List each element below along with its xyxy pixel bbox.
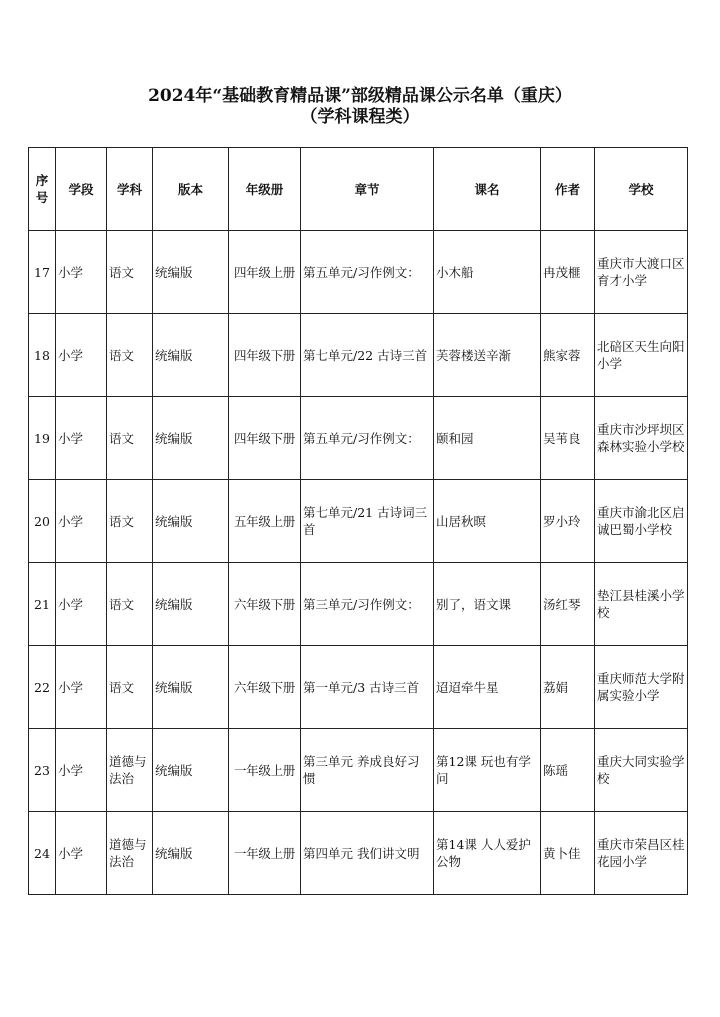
cell-grade: 六年级下册 xyxy=(229,563,301,646)
cell-author: 熊家蓉 xyxy=(541,314,595,397)
cell-author: 冉茂榧 xyxy=(541,231,595,314)
header-chapter: 章节 xyxy=(301,148,434,231)
cell-index: 22 xyxy=(29,646,56,729)
header-school: 学校 xyxy=(595,148,688,231)
cell-school: 重庆师范大学附属实验小学 xyxy=(595,646,688,729)
cell-index: 18 xyxy=(29,314,56,397)
course-table xyxy=(28,147,688,895)
cell-school: 重庆大同实验学校 xyxy=(595,729,688,812)
cell-course: 别了，语文课 xyxy=(434,563,541,646)
table-row xyxy=(29,812,688,895)
cell-chapter: 第七单元/22 古诗三首 xyxy=(301,314,434,397)
cell-course: 第14课 人人爱护公物 xyxy=(434,812,541,895)
cell-grade: 一年级上册 xyxy=(229,729,301,812)
cell-school: 北碚区天生向阳小学 xyxy=(595,314,688,397)
cell-author: 黄卜佳 xyxy=(541,812,595,895)
cell-subject: 语文 xyxy=(107,480,153,563)
cell-edition: 统编版 xyxy=(153,314,229,397)
header-stage: 学段 xyxy=(56,148,107,231)
header-grade: 年级册 xyxy=(229,148,301,231)
title-line-1: 2024年“基础教育精品课”部级精品课公示名单（重庆） xyxy=(148,86,572,106)
cell-author: 罗小玲 xyxy=(541,480,595,563)
cell-edition: 统编版 xyxy=(153,480,229,563)
cell-subject: 语文 xyxy=(107,314,153,397)
cell-course: 第12课 玩也有学问 xyxy=(434,729,541,812)
cell-index: 20 xyxy=(29,480,56,563)
cell-stage: 小学 xyxy=(56,231,107,314)
table-header-row xyxy=(29,148,688,231)
cell-stage: 小学 xyxy=(56,314,107,397)
header-edition: 版本 xyxy=(153,148,229,231)
table-row xyxy=(29,563,688,646)
cell-grade: 四年级下册 xyxy=(229,397,301,480)
cell-chapter: 第三单元 养成良好习惯 xyxy=(301,729,434,812)
cell-chapter: 第四单元 我们讲文明 xyxy=(301,812,434,895)
cell-index: 17 xyxy=(29,231,56,314)
cell-school: 重庆市大渡口区育才小学 xyxy=(595,231,688,314)
table-row xyxy=(29,397,688,480)
document-title xyxy=(0,86,720,128)
cell-index: 19 xyxy=(29,397,56,480)
title-line-2: （学科课程类） xyxy=(300,107,420,127)
cell-grade: 六年级下册 xyxy=(229,646,301,729)
header-index: 序号 xyxy=(29,148,56,231)
cell-stage: 小学 xyxy=(56,646,107,729)
cell-edition: 统编版 xyxy=(153,646,229,729)
cell-author: 吴苇良 xyxy=(541,397,595,480)
cell-edition: 统编版 xyxy=(153,812,229,895)
cell-course: 山居秋暝 xyxy=(434,480,541,563)
cell-subject: 语文 xyxy=(107,646,153,729)
table-row xyxy=(29,480,688,563)
cell-school: 重庆市渝北区启诚巴蜀小学校 xyxy=(595,480,688,563)
cell-school: 重庆市荣昌区桂花园小学 xyxy=(595,812,688,895)
cell-course: 颐和园 xyxy=(434,397,541,480)
cell-chapter: 第三单元/习作例文： xyxy=(301,563,434,646)
cell-grade: 四年级下册 xyxy=(229,314,301,397)
cell-chapter: 第一单元/3 古诗三首 xyxy=(301,646,434,729)
cell-index: 21 xyxy=(29,563,56,646)
cell-author: 汤红琴 xyxy=(541,563,595,646)
cell-stage: 小学 xyxy=(56,812,107,895)
table-row xyxy=(29,231,688,314)
cell-course: 迢迢牵牛星 xyxy=(434,646,541,729)
table-row xyxy=(29,646,688,729)
cell-school: 重庆市沙坪坝区森林实验小学校 xyxy=(595,397,688,480)
cell-school: 垫江县桂溪小学校 xyxy=(595,563,688,646)
header-course: 课名 xyxy=(434,148,541,231)
cell-subject: 道德与法治 xyxy=(107,729,153,812)
cell-index: 23 xyxy=(29,729,56,812)
cell-course: 芙蓉楼送辛渐 xyxy=(434,314,541,397)
header-subject: 学科 xyxy=(107,148,153,231)
cell-edition: 统编版 xyxy=(153,729,229,812)
cell-chapter: 第七单元/21 古诗词三首 xyxy=(301,480,434,563)
table-row xyxy=(29,314,688,397)
table-row xyxy=(29,729,688,812)
cell-grade: 一年级上册 xyxy=(229,812,301,895)
cell-edition: 统编版 xyxy=(153,397,229,480)
cell-author: 荔娟 xyxy=(541,646,595,729)
cell-chapter: 第五单元/习作例文： xyxy=(301,231,434,314)
cell-author: 陈瑶 xyxy=(541,729,595,812)
cell-edition: 统编版 xyxy=(153,231,229,314)
cell-stage: 小学 xyxy=(56,729,107,812)
cell-subject: 道德与法治 xyxy=(107,812,153,895)
cell-stage: 小学 xyxy=(56,480,107,563)
cell-index: 24 xyxy=(29,812,56,895)
cell-subject: 语文 xyxy=(107,563,153,646)
header-author: 作者 xyxy=(541,148,595,231)
cell-grade: 四年级上册 xyxy=(229,231,301,314)
cell-subject: 语文 xyxy=(107,231,153,314)
cell-stage: 小学 xyxy=(56,397,107,480)
cell-chapter: 第五单元/习作例文： xyxy=(301,397,434,480)
cell-course: 小木船 xyxy=(434,231,541,314)
cell-stage: 小学 xyxy=(56,563,107,646)
cell-edition: 统编版 xyxy=(153,563,229,646)
cell-grade: 五年级上册 xyxy=(229,480,301,563)
cell-subject: 语文 xyxy=(107,397,153,480)
